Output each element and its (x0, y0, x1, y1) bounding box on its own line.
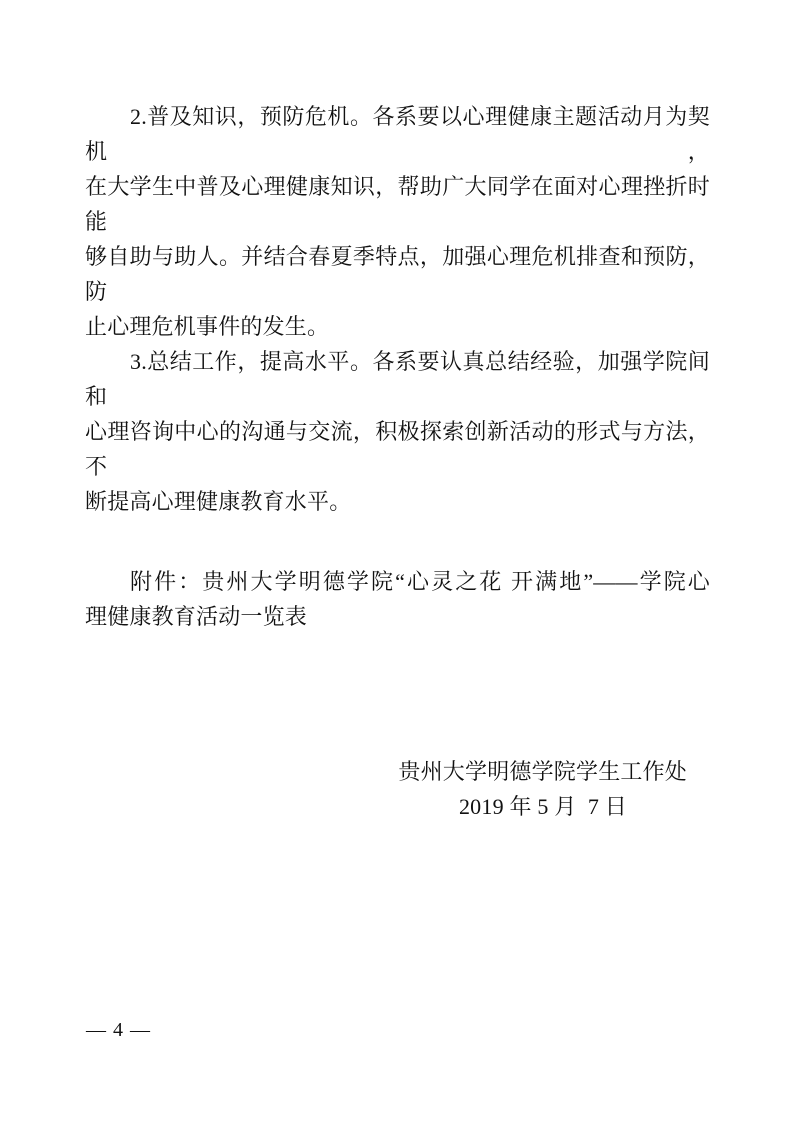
date-line: 2019 年 5 月 7 日 (458, 794, 627, 819)
document-body (85, 99, 710, 824)
paragraph-3-line-1: 3.总结工作，提高水平。各系要认真总结经验，加强学院间和 (85, 349, 710, 409)
paragraph-2-line-2: 在大学生中普及心理健康知识，帮助广大同学在面对心理挫折时能 (85, 174, 710, 234)
paragraph-3-line-3: 断提高心理健康教育水平。 (85, 489, 352, 514)
attachment-line-2: 理健康教育活动一览表 (85, 604, 308, 629)
paragraph-2-line-3: 够自助与助人。并结合春夏季特点，加强心理危机排查和预防，防 (85, 244, 710, 304)
paragraph-3-line-2: 心理咨询中心的沟通与交流，积极探索创新活动的形式与方法，不 (85, 419, 710, 479)
page-number: — 4 — (86, 1019, 151, 1041)
attachment-line-1: 附件：贵州大学明德学院“心灵之花 开满地”——学院心 (130, 569, 710, 594)
paragraph-2-line-1: 2.普及知识，预防危机。各系要以心理健康主题活动月为契机， (85, 104, 710, 164)
signature-line: 贵州大学明德学院学生工作处 (398, 759, 687, 784)
paragraph-2-line-4: 止心理危机事件的发生。 (85, 314, 330, 339)
